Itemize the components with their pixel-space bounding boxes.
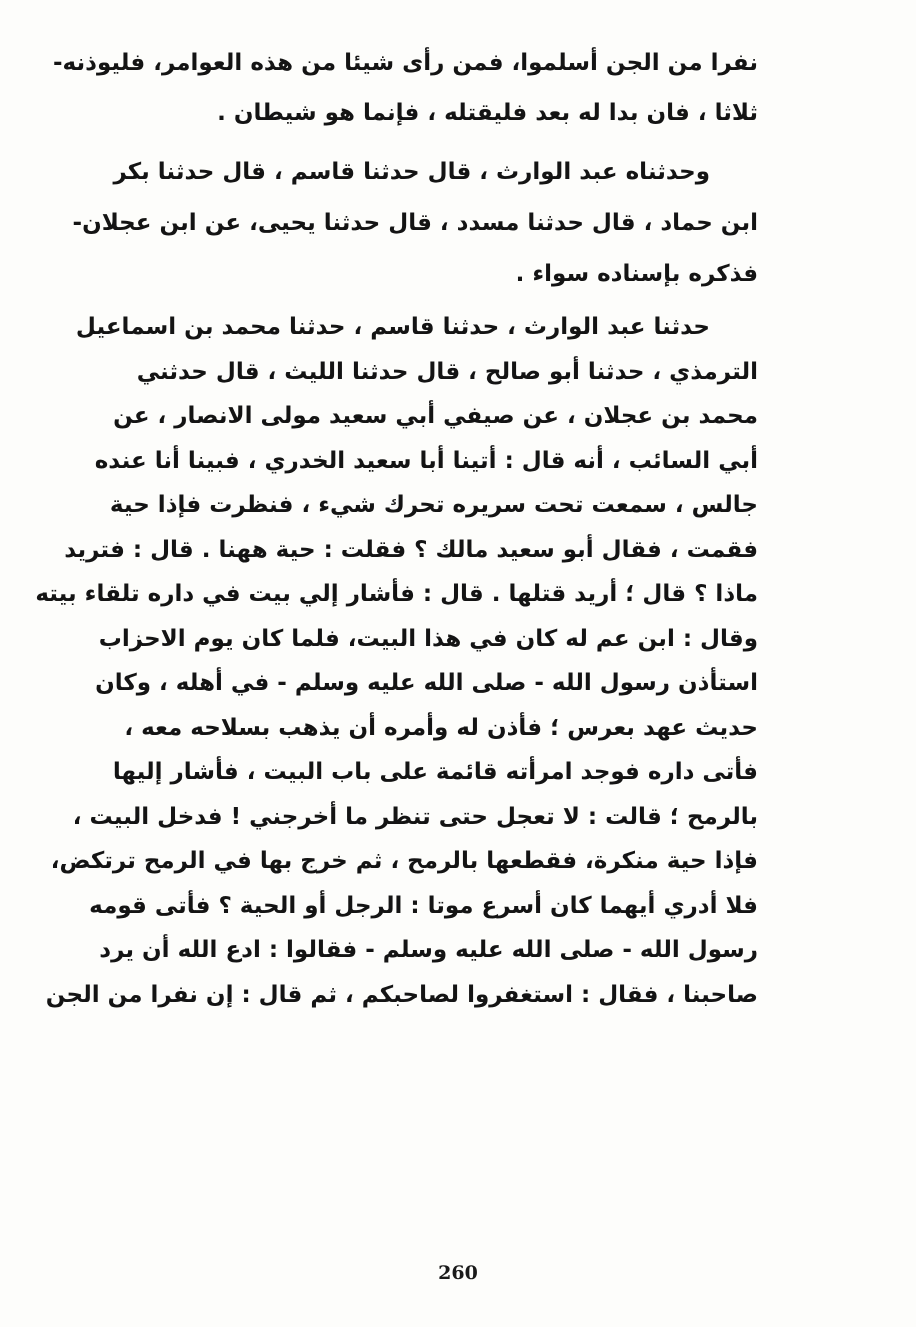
paragraph-isnad-variant	[72, 147, 758, 300]
text-line: فلا أدري أيهما كان أسرع موتا : الرجل أو الحية ؟ فأتى قومه	[89, 892, 758, 919]
text-line: جالس ، سمعت تحت سريره تحرك شيء ، فنظرت فإذا حية	[109, 492, 758, 518]
text-line: وقال : ابن عم له كان في هذا البيت، فلما كان يوم الاحزاب	[98, 625, 758, 652]
text-line: أبي السائب ، أنه قال : أتينا أبا سعيد الخدري ، فبينا أنا عنده	[94, 447, 758, 474]
text-line: حديث عهد بعرس ؛ فأذن له وأمره أن يذهب بسلاحه معه ،	[124, 714, 758, 741]
text-line: وحدثناه عبد الوارث ، قال حدثنا قاسم ، قال حدثنا بكر	[113, 159, 710, 185]
text-line: ابن حماد ، قال حدثنا مسدد ، قال حدثنا يحيى، عن ابن عجلان-	[72, 210, 758, 236]
text-line: الترمذي ، حدثنا أبو صالح ، قال حدثنا الليث ، قال حدثني	[136, 358, 758, 385]
text-line: حدثنا عبد الوارث ، حدثنا قاسم ، حدثنا محمد بن اسماعيل	[75, 314, 710, 340]
text-line: صاحبنا ، فقال : استغفروا لصاحبكم ، ثم قال : إن نفرا من الجن	[45, 981, 758, 1008]
text-line: نفرا من الجن أسلموا، فمن رأى شيئا من هذه العوامر، فليوذنه-	[53, 50, 758, 76]
text-line: فقمت ، فقال أبو سعيد مالك ؟ فقلت : حية ههنا . قال : فتريد	[64, 536, 758, 563]
paragraph-hadith-main	[35, 305, 758, 1017]
text-line: رسول الله - صلى الله عليه وسلم - فقالوا : ادع الله أن يرد	[99, 937, 758, 963]
text-line: استأذن رسول الله - صلى الله عليه وسلم - في أهله ، وكان	[95, 670, 758, 696]
text-line: بالرمح ؛ قالت : لا تعجل حتى تنظر ما أخرجني ! فدخل البيت ،	[72, 803, 758, 830]
text-line: ماذا ؟ قال ؛ أريد قتلها . قال : فأشار إلي بيت في داره تلقاء بيته	[35, 581, 758, 607]
paragraph-hadith-ending	[53, 38, 758, 138]
text-line: فإذا حية منكرة، فقطعها بالرمح ، ثم خرج بها في الرمح ترتكض،	[50, 848, 758, 874]
text-line: فذكره بإسناده سواء .	[515, 261, 758, 287]
page-number: 260	[438, 1262, 478, 1284]
text-line: محمد بن عجلان ، عن صيفي أبي سعيد مولى الانصار ، عن	[113, 403, 758, 429]
text-line: فأتى داره فوجد امرأته قائمة على باب البيت ، فأشار إليها	[112, 759, 758, 785]
text-line: ثلاثا ، فان بدا له بعد فليقتله ، فإنما هو شيطان .	[217, 100, 758, 126]
